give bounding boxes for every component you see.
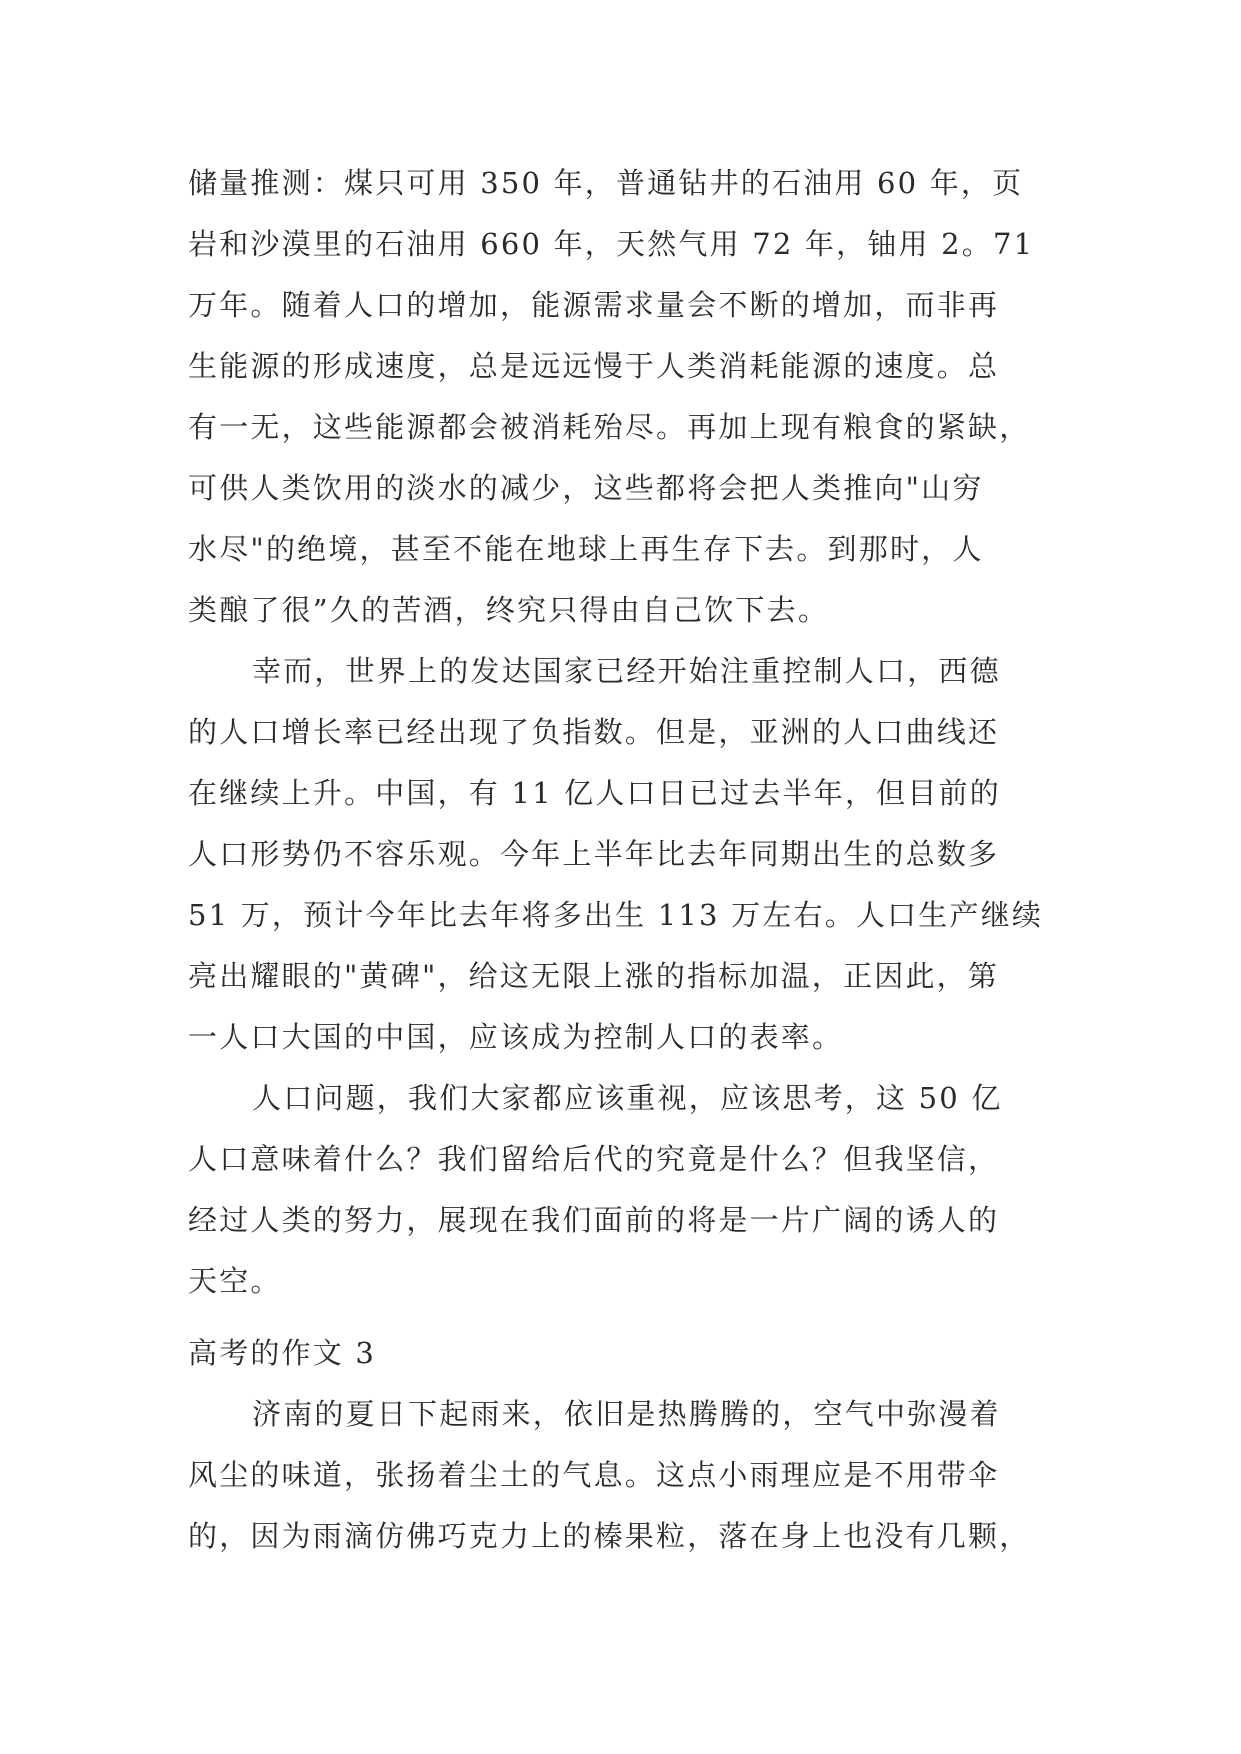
text-line: 水尽"的绝境，甚至不能在地球上再生存下去。到那时，人 [188, 532, 984, 566]
paragraph-start-line: 幸而，世界上的发达国家已经开始注重控制人口，西德 [252, 654, 1001, 688]
text-line: 人口意味着什么？我们留给后代的究竟是什么？但我坚信， [188, 1142, 1000, 1176]
text-line: 亮出耀眼的"黄碑"，给这无限上涨的指标加温，正因此，第 [188, 959, 1000, 993]
essay-body-text [188, 153, 1068, 1312]
text-line: 人口形势仍不容乐观。今年上半年比去年同期出生的总数多 [188, 837, 1000, 871]
text-line: 51 万，预计今年比去年将多出生 113 万左右。人口生产继续 [188, 898, 1044, 932]
text-line: 类酿了很”久的苦酒，终究只得由自己饮下去。 [188, 593, 830, 627]
text-line: 在继续上升。中国，有 11 亿人口日已过去半年，但目前的 [188, 776, 1001, 810]
text-line: 储量推测：煤只可用 350 年，普通钻井的石油用 60 年，页 [188, 166, 1024, 200]
paragraph-start-line: 济南的夏日下起雨来，依旧是热腾腾的，空气中弥漫着 [252, 1397, 1001, 1431]
essay-3-body-text [188, 1384, 1068, 1567]
text-line: 的，因为雨滴仿佛巧克力上的榛果粒，落在身上也没有几颗， [188, 1519, 1031, 1553]
paragraph-start-line: 人口问题，我们大家都应该重视，应该思考，这 50 亿 [252, 1081, 1003, 1115]
text-line: 经过人类的努力，展现在我们面前的将是一片广阔的诱人的 [188, 1203, 1000, 1237]
text-line: 一人口大国的中国，应该成为控制人口的表率。 [188, 1020, 844, 1054]
text-line: 的人口增长率已经出现了负指数。但是，亚洲的人口曲线还 [188, 715, 1000, 749]
section-heading: 高考的作文 3 [188, 1336, 377, 1370]
text-line: 天空。 [188, 1264, 282, 1298]
text-line: 可供人类饮用的淡水的减少，这些都将会把人类推向"山穷 [188, 471, 984, 505]
text-line: 风尘的味道，张扬着尘土的气息。这点小雨理应是不用带伞 [188, 1458, 1000, 1492]
text-line: 万年。随着人口的增加，能源需求量会不断的增加，而非再 [188, 288, 1000, 322]
text-line: 有一无，这些能源都会被消耗殆尽。再加上现有粮食的紧缺， [188, 410, 1031, 444]
text-line: 岩和沙漠里的石油用 660 年，天然气用 72 年，铀用 2。71 [188, 227, 1035, 261]
text-line: 生能源的形成速度，总是远远慢于人类消耗能源的速度。总 [188, 349, 1000, 383]
